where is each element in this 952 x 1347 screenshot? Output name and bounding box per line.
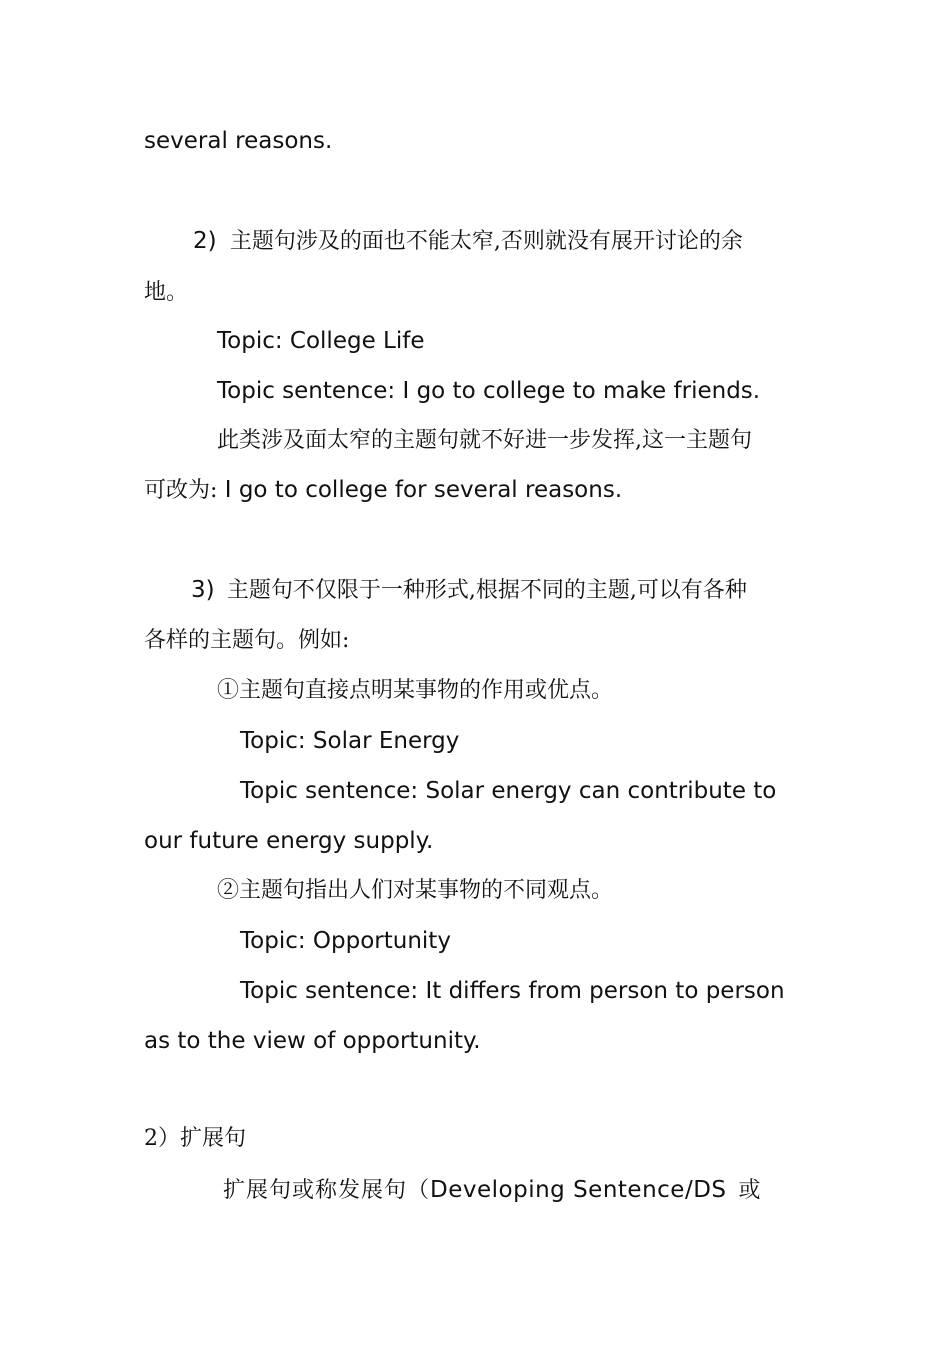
- text-line: [144, 475, 622, 506]
- list-item-2: [193, 226, 743, 257]
- text-line: 此类涉及面太窄的主题句就不好进一步发挥,这一主题句: [217, 428, 752, 453]
- text-span: 或: [738, 1178, 762, 1203]
- text-span: 主题句涉及的面也不能太窄,否则就没有展开讨论的余: [229, 229, 743, 254]
- topic-sentence-line: Topic sentence: Solar energy can contribute to: [240, 778, 777, 804]
- text-line: 地。: [144, 280, 189, 305]
- topic-sentence-line: Topic sentence: It differs from person to person: [240, 978, 785, 1004]
- sub-item-2: ②主题句指出人们对某事物的不同观点。: [217, 878, 614, 903]
- topic-line: Topic: Opportunity: [240, 928, 451, 954]
- text-span: 扩展句或称发展句（: [223, 1178, 431, 1203]
- text-line: our future energy supply.: [144, 828, 434, 854]
- section-heading: 2）扩展句: [144, 1126, 246, 1151]
- text-line: [223, 1175, 762, 1206]
- text-line: as to the view of opportunity.: [144, 1028, 481, 1054]
- text-span: Developing Sentence/DS: [430, 1177, 727, 1203]
- topic-sentence-line: Topic sentence: I go to college to make friends.: [217, 378, 761, 404]
- sub-item-1: ①主题句直接点明某事物的作用或优点。: [217, 678, 614, 703]
- list-item-3: [191, 575, 747, 606]
- text-span: 可改为:: [144, 478, 218, 503]
- text-line: several reasons.: [144, 128, 333, 154]
- text-line: 各样的主题句。例如:: [144, 628, 350, 653]
- list-number: 3): [191, 577, 215, 603]
- text-span: 主题句不仅限于一种形式,根据不同的主题,可以有各种: [226, 578, 747, 603]
- list-number: 2): [193, 228, 217, 254]
- topic-line: Topic: Solar Energy: [240, 728, 460, 754]
- topic-line: Topic: College Life: [217, 328, 425, 354]
- text-span: I go to college for several reasons.: [224, 477, 623, 503]
